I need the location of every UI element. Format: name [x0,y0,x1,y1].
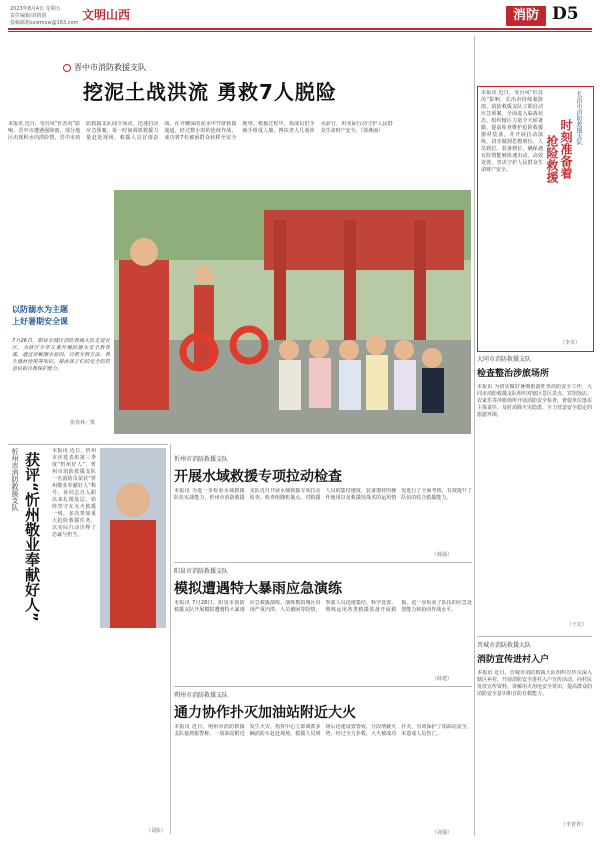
right-story-box [477,86,594,352]
xinzhou-story [174,448,472,560]
jincheng-kicker: 晋城市消防救援大队 [477,642,532,649]
datong-body: 本报讯 为切实做好暑期旅游旺季消防安全工作，大同市消防救援支队组织对辖区景区景点、宾馆饭店、农家乐等涉旅场所开展消防安全检查，督促单位落实主体责任，及时消除火灾隐患，全力营造安全稳定的旅游环境。 [477,384,592,418]
masthead-weekday: 星期五 [45,6,61,12]
masthead-email: 投稿邮箱sxwmxw@163.com [10,20,79,26]
datong-author: （王宏） [567,622,588,628]
right-title-1: 时刻准备着 [559,119,573,179]
award-author: （刘张） [146,828,167,834]
xinzhou-award [8,448,168,838]
datong-headline: 检查整治涉旅场所 [477,369,550,379]
header-rule-thin [8,31,592,32]
shuozhou-kicker: 朔州市消防救援支队 [174,692,229,699]
masthead-editor: 责任编辑/刘倩倩 [10,13,47,19]
datong-kicker: 大同市消防救援支队 [477,356,532,363]
award-photo [100,448,166,628]
right-author: （李卓） [560,340,581,346]
award-headline: 获评“忻州敬业奉献好人” [23,452,41,622]
award-rule [8,444,168,445]
masthead-meta [10,6,80,27]
xinzhou-headline: 开展水域救援专项拉动检查 [174,469,342,485]
right-body-top: 本报讯 近日，受台风“杜苏芮”影响，长治市持续强降雨，消防救援支队立即启动应急预案，全面进入临战状态，组织辖区力量全天候备勤，提前检查维护抢险救援器材装备，并开展拉动演练，切实做到思想到位、人员到位、装备到位，确保遇有险情能够快速出动、高效处置，坚决守护人民群众生命财产安全。 [481,90,543,173]
page-number: D5 [552,4,579,24]
xinzhou-author: （韩强） [432,552,453,558]
shuozhou-rule [174,686,472,687]
award-body-bottom [8,644,168,824]
award-body-top: 本报讯 近日，忻州市评选表彰第三季度“忻州好人”，忻州市消防救援支队一名消防员荣获“忻州敬业奉献好人”称号。该同志自入职以来扎根基层，始终坚守在灭火救援一线，多次参加重大抢险救援任务，以实际行动诠释了忠诚与担当。 [52,448,96,538]
xinzhou-kicker: 忻州市消防救援支队 [174,456,229,463]
yangquan-author: （薛建） [432,676,453,682]
header-rule [8,28,592,30]
main-headline: 挖泥土战洪流 勇救7人脱险 [83,80,337,104]
right-kicker: 长治市消防救援支队 [575,91,582,145]
caption-author: 张春林／摄 [70,420,96,426]
award-headline-wrap [22,452,43,652]
yangquan-story [174,564,472,684]
mid-divider [170,444,171,834]
award-kicker: 忻州市消防救援支队 [11,448,19,511]
shuozhou-headline: 通力协作扑灭加油站附近大火 [174,705,356,721]
main-kicker: 晋中市消防救援支队 [74,63,146,72]
right-body-bottom [481,219,589,337]
caption-title-1: 以防溺水为主题 [12,305,68,314]
masthead-date: 2023年8月4日 [10,6,45,12]
yangquan-headline: 模拟遭遇特大暴雨应急演练 [174,581,342,597]
photo-drowning-class [114,190,471,434]
photo-caption-box [8,280,112,434]
datong-story [477,354,592,634]
award-kicker-wrap [10,448,20,598]
award-photo-portrait [100,448,166,628]
yangquan-kicker: 阳泉市消防救援支队 [174,568,229,575]
jincheng-story [477,640,592,840]
jincheng-author: （李青青） [561,822,587,828]
right-title-2: 抢险救援 [545,135,559,183]
jincheng-rule [477,636,592,637]
right-kicker-wrap [574,91,588,181]
xinzhou-body: 本报讯 为进一步检验水域救援队伍实战能力，忻州市消防救援支队近日开展水域救援专项拉动检查。检查组随机抽点，对救援人员的集结速度、装备器材的操作使用以及救援技战术的运用情况进行了全面考核，有效提升了队伍的综合救援能力。 [174,488,472,501]
jincheng-headline: 消防宣传进村入户 [477,655,550,665]
shuozhou-author: （刘强） [432,830,453,836]
jincheng-body: 本报讯 近日，晋城市消防救援大队组织宣传员深入辖区乡村，开展消防安全进村入户宣传活动，向村民发放宣传资料，讲解用火用电安全常识，提高群众的消防安全意识和自防自救能力。 [477,670,592,697]
shuozhou-story [174,688,472,838]
masthead-brand: 文明山西 [82,8,131,22]
kicker-dot-icon [63,64,71,72]
photo-scene [114,190,471,434]
yangquan-body: 本报讯 7月28日，阳泉市消防救援支队开展模拟遭遇特大暴雨应急救援演练。演练模拟城区出现严重内涝、人员被困等险情，参演人员迅速集结、科学处置，熟练运用各类救援装备开展救援，进一步检验了队伍的应急处置能力和协同作战水平。 [174,600,472,613]
shuozhou-body: 本报讯 近日，朔州市消防救援支队接到报警称，一加油站附近发生火灾。指挥中心立即调派多辆消防车赶赴现场。救援人员到场后迅速设置警戒，分段堵截火势，经过全力扑救，大火被成功扑灭，有效保护了加油站安全，未造成人员伤亡。 [174,724,472,737]
yangquan-rule [174,562,472,563]
main-body: 本报讯 近日，受台风“杜苏芮”影响，晋中市遭遇强降雨，部分地区出现积水内涝险情。晋中市消防救援支队闻令而动，迅速启动应急预案，第一时间调派救援力量赶赴现场。救援人员冒雨奋战，在齐腰深的泥水中开辟救援通道，经过数小时的连续作战，成功将7名被困群众转移至安全地带。救援过程中，指战员们手挽手组成人墙，搀扶老人儿童涉水前行，用实际行动守护人民群众生命财产安全。（郭燕丽） [8,121,393,141]
caption-title-2: 上好暑期安全课 [12,317,68,326]
right-title-2-wrap [544,135,558,215]
masthead-date-line [10,6,80,13]
caption-body: 7月26日，阳泉市城区消防救援大队走进社区，为辖区少年儿童开展防溺水安全教育课，通过讲解溺水原因、自救互救方法、救生器材使用等知识，提高孩子们的安全防范意识和自我保护能力。 [12,338,110,372]
column-divider [474,36,475,836]
section-tag: 消防 [506,6,546,26]
